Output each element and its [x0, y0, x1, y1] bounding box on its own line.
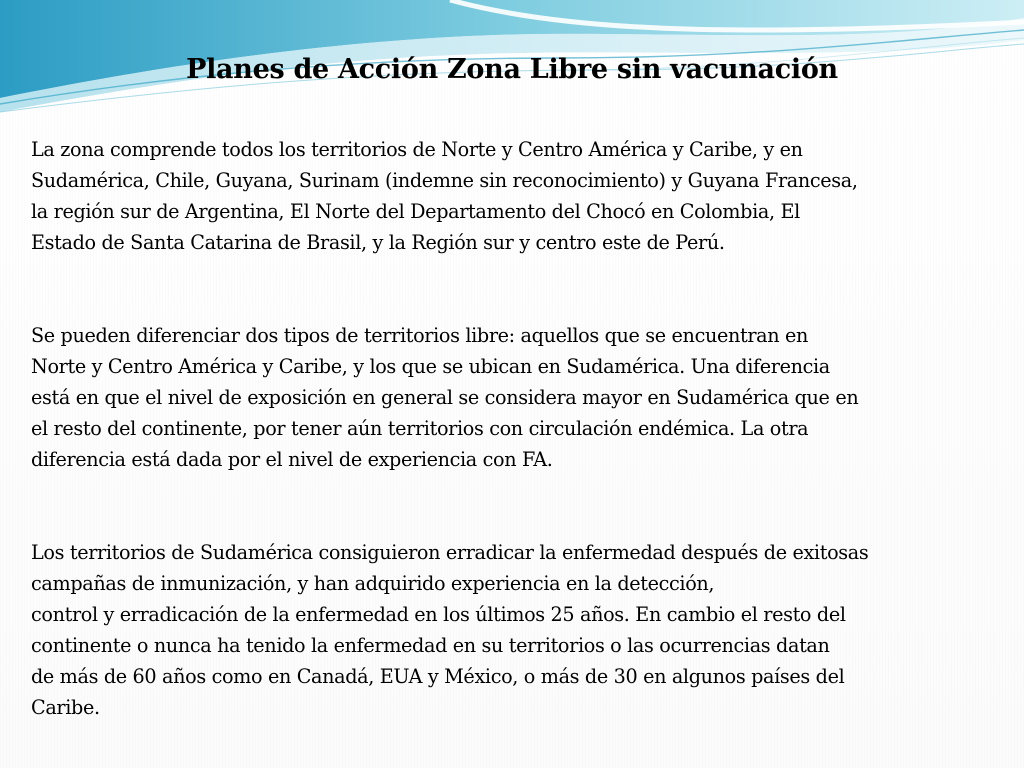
text-line: diferencia está dada por el nivel de experiencia con FA.: [31, 448, 553, 471]
paragraph-zone-scope: [31, 134, 1006, 258]
text-line: está en que el nivel de exposición en general se considera mayor en Sudamérica que en: [31, 386, 859, 409]
text-line: continente o nunca ha tenido la enfermedad en su territorios o las ocurrencias datan: [31, 634, 830, 657]
text-line: Estado de Santa Catarina de Brasil, y la Región sur y centro este de Perú.: [31, 231, 725, 254]
text-line: Se pueden diferenciar dos tipos de territorios libre: aquellos que se encuentran en: [31, 324, 809, 347]
paragraph-territory-types: [31, 320, 1006, 475]
text-line: La zona comprende todos los territorios de Norte y Centro América y Caribe, y en: [31, 138, 803, 161]
paragraph-spacer: [31, 475, 1006, 537]
page-title: Planes de Acción Zona Libre sin vacunación: [186, 54, 838, 85]
text-line: campañas de inmunización, y han adquirido experiencia en la detección,: [31, 572, 715, 595]
paragraph-south-america-experience: [31, 537, 1006, 723]
slide-body: [31, 134, 1006, 723]
text-line: la región sur de Argentina, El Norte del Departamento del Chocó en Colombia, El: [31, 200, 800, 223]
text-line: Los territorios de Sudamérica consiguieron erradicar la enfermedad después de exitosas: [31, 541, 869, 564]
text-line: de más de 60 años como en Canadá, EUA y México, o más de 30 en algunos países del: [31, 665, 845, 688]
text-line: Norte y Centro América y Caribe, y los que se ubican en Sudamérica. Una diferencia: [31, 355, 830, 378]
text-line: Sudamérica, Chile, Guyana, Surinam (indemne sin reconocimiento) y Guyana Francesa,: [31, 169, 858, 192]
paragraph-spacer: [31, 258, 1006, 320]
text-line: Caribe.: [31, 696, 100, 719]
text-line: control y erradicación de la enfermedad en los últimos 25 años. En cambio el resto del: [31, 603, 846, 626]
text-line: el resto del continente, por tener aún territorios con circulación endémica. La otra: [31, 417, 809, 440]
